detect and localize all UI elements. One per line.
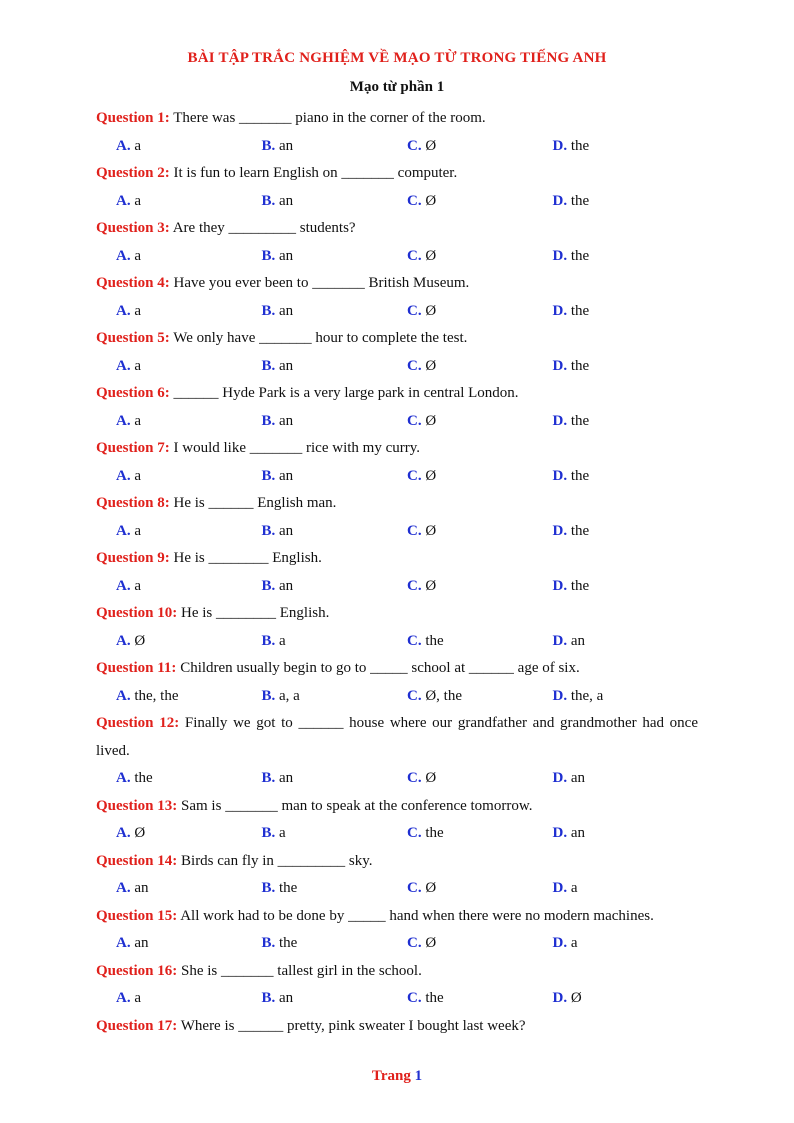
answer-options (96, 820, 698, 848)
answer-option[interactable] (407, 408, 553, 436)
option-value: Ø (425, 467, 437, 484)
answer-option[interactable] (116, 188, 262, 216)
option-value: a (134, 412, 142, 429)
answer-option[interactable] (116, 573, 262, 601)
question-block (96, 270, 698, 325)
option-value: a (134, 522, 142, 539)
answer-options (96, 463, 698, 491)
answer-option[interactable] (116, 628, 262, 656)
option-letter: C. (407, 137, 422, 154)
answer-option[interactable] (553, 133, 699, 161)
answer-option[interactable] (116, 133, 262, 161)
answer-option[interactable] (407, 985, 553, 1013)
question-block (96, 435, 698, 490)
option-letter: A. (116, 632, 131, 649)
footer-page-number: 1 (414, 1068, 423, 1084)
option-letter: A. (116, 467, 131, 484)
question-block (96, 655, 698, 710)
question-number: Question 16: (96, 962, 178, 979)
question-stem: There was _______ piano in the corner of the room. (173, 110, 486, 126)
question-block (96, 325, 698, 380)
option-value: a (134, 467, 142, 484)
option-letter: D. (552, 770, 568, 786)
answer-options (96, 133, 698, 161)
answer-option[interactable] (553, 353, 699, 381)
answer-option[interactable] (407, 628, 553, 656)
option-value: the (570, 247, 590, 264)
option-value: an (570, 825, 586, 841)
question-block (96, 490, 698, 545)
answer-option[interactable] (116, 930, 262, 958)
option-value: an (570, 770, 586, 786)
answer-option[interactable] (116, 463, 262, 491)
question-text (96, 1013, 698, 1041)
answer-option[interactable] (116, 820, 262, 848)
option-letter: B. (261, 770, 276, 786)
option-value: an (134, 935, 149, 951)
answer-option[interactable] (553, 573, 699, 601)
answer-options (96, 985, 698, 1013)
option-letter: D. (552, 687, 568, 704)
option-letter: A. (116, 770, 131, 786)
question-number: Question 4: (96, 275, 170, 291)
question-stem: Have you ever been to _______ British Museum. (173, 275, 470, 291)
answer-option[interactable] (116, 243, 262, 271)
option-value: a (570, 880, 578, 896)
answer-options (96, 243, 698, 271)
answer-option[interactable] (116, 765, 262, 793)
question-number: Question 3: (96, 220, 170, 236)
option-value: Ø (425, 412, 437, 429)
option-letter: B. (261, 990, 276, 1006)
option-letter: C. (407, 632, 422, 649)
option-value: the (134, 770, 153, 786)
option-letter: B. (261, 412, 276, 429)
option-letter: B. (261, 357, 276, 374)
answer-options (96, 628, 698, 656)
answer-option[interactable] (553, 985, 699, 1013)
option-value: an (279, 770, 294, 786)
answer-option[interactable] (116, 353, 262, 381)
option-letter: B. (261, 192, 276, 209)
option-value: the (570, 522, 590, 539)
option-letter: C. (407, 935, 422, 951)
option-letter: A. (116, 990, 131, 1006)
answer-option[interactable] (407, 875, 553, 903)
option-value: Ø (425, 357, 437, 374)
answer-option[interactable] (262, 820, 408, 848)
answer-option[interactable] (553, 188, 699, 216)
page-title: BÀI TẬP TRẮC NGHIỆM VỀ MẠO TỪ TRONG TIẾNG ANH (187, 50, 607, 66)
question-stem: She is _______ tallest girl in the school. (181, 962, 422, 979)
option-letter: C. (407, 467, 422, 484)
answer-options (96, 930, 698, 958)
question-text (96, 793, 698, 821)
option-letter: C. (407, 577, 422, 594)
question-stem: Where is ______ pretty, pink sweater I bought last week? (180, 1017, 526, 1034)
answer-options (96, 353, 698, 381)
answer-option[interactable] (262, 930, 408, 958)
question-block (96, 793, 698, 848)
option-letter: B. (261, 467, 276, 484)
answer-option[interactable] (407, 765, 553, 793)
question-list (96, 105, 698, 1040)
option-letter: D. (552, 632, 568, 649)
option-value: a (134, 247, 142, 264)
answer-option[interactable] (116, 683, 262, 711)
answer-option[interactable] (262, 133, 408, 161)
question-stem: Are they _________ students? (172, 220, 356, 236)
answer-option[interactable] (262, 408, 408, 436)
answer-option[interactable] (262, 765, 408, 793)
option-value: Ø (425, 522, 437, 539)
option-letter: B. (261, 632, 276, 649)
answer-option[interactable] (407, 133, 553, 161)
option-value: an (279, 577, 294, 594)
option-letter: A. (116, 357, 131, 374)
option-value: Ø (425, 770, 437, 786)
option-letter: D. (552, 935, 568, 951)
question-block (96, 105, 698, 160)
answer-option[interactable] (553, 408, 699, 436)
footer-page-label: Trang (371, 1068, 411, 1084)
option-letter: B. (261, 302, 276, 319)
option-value: an (279, 137, 294, 154)
question-number: Question 8: (96, 495, 170, 511)
answer-option[interactable] (553, 628, 699, 656)
option-value: an (279, 522, 294, 539)
question-block (96, 958, 698, 1013)
option-value: the (279, 880, 298, 896)
answer-option[interactable] (407, 298, 553, 326)
question-number: Question 15: (96, 907, 178, 924)
question-text (96, 160, 698, 188)
option-value: Ø (425, 192, 437, 209)
option-letter: C. (407, 302, 422, 319)
question-text (96, 490, 698, 518)
answer-option[interactable] (553, 683, 699, 711)
option-value: a (134, 192, 142, 209)
question-block (96, 903, 698, 958)
option-value: the (570, 192, 590, 209)
option-letter: B. (261, 137, 276, 154)
option-value: an (279, 357, 294, 374)
question-text (96, 215, 698, 243)
answer-options (96, 683, 698, 711)
question-number: Question 14: (96, 852, 178, 869)
option-letter: C. (407, 990, 422, 1006)
question-stem: We only have _______ hour to complete the test. (173, 330, 468, 346)
option-value: a, a (279, 687, 300, 704)
option-letter: D. (552, 990, 568, 1006)
answer-option[interactable] (116, 298, 262, 326)
answer-option[interactable] (553, 930, 699, 958)
option-value: the (570, 412, 590, 429)
option-value: an (570, 632, 586, 649)
option-value: an (279, 412, 294, 429)
question-number: Question 9: (96, 550, 170, 566)
answer-option[interactable] (262, 875, 408, 903)
page-subtitle: Mạo từ phần 1 (349, 79, 445, 95)
question-block (96, 1013, 698, 1041)
question-stem: Children usually begin to go to _____ school at ______ age of six. (180, 660, 580, 676)
option-value: an (279, 247, 294, 264)
option-value: Ø, the (425, 687, 463, 704)
option-letter: A. (116, 137, 131, 154)
option-letter: B. (261, 247, 276, 264)
option-letter: B. (261, 880, 276, 896)
option-letter: B. (261, 935, 276, 951)
option-letter: D. (552, 247, 568, 264)
option-letter: D. (552, 192, 568, 209)
question-number: Question 12: (96, 715, 180, 731)
option-letter: C. (407, 825, 422, 841)
answer-option[interactable] (407, 353, 553, 381)
option-letter: A. (116, 825, 131, 841)
option-letter: C. (407, 770, 422, 786)
answer-option[interactable] (116, 875, 262, 903)
option-value: the, the (134, 687, 179, 704)
question-text (96, 958, 698, 986)
option-value: Ø (425, 935, 437, 951)
option-letter: D. (552, 577, 568, 594)
answer-option[interactable] (553, 820, 699, 848)
option-value: the (425, 632, 444, 649)
question-stem: He is ________ English. (173, 550, 322, 566)
option-value: the (570, 467, 590, 484)
answer-option[interactable] (553, 765, 699, 793)
answer-option[interactable] (262, 298, 408, 326)
option-value: Ø (134, 825, 146, 841)
answer-options (96, 875, 698, 903)
question-text (96, 105, 698, 133)
answer-options (96, 188, 698, 216)
question-stem: All work had to be done by _____ hand when there were no modern machines. (180, 907, 654, 924)
option-value: an (279, 990, 294, 1006)
option-value: a (134, 302, 142, 319)
option-value: an (279, 467, 294, 484)
question-stem: Birds can fly in _________ sky. (181, 852, 373, 869)
option-letter: A. (116, 247, 131, 264)
option-letter: A. (116, 412, 131, 429)
option-value: the (570, 137, 590, 154)
answer-option[interactable] (407, 518, 553, 546)
option-value: the (425, 990, 444, 1006)
option-value: Ø (425, 880, 437, 896)
option-letter: A. (116, 935, 131, 951)
answer-option[interactable] (262, 353, 408, 381)
answer-option[interactable] (553, 518, 699, 546)
question-stem: I would like _______ rice with my curry. (173, 440, 420, 456)
answer-options (96, 518, 698, 546)
question-text (96, 380, 698, 408)
option-letter: D. (552, 467, 568, 484)
answer-option[interactable] (553, 875, 699, 903)
option-letter: C. (407, 357, 422, 374)
option-value: a (134, 137, 142, 154)
question-stem: ______ Hyde Park is a very large park in central London. (173, 385, 519, 401)
answer-option[interactable] (407, 683, 553, 711)
question-block (96, 600, 698, 655)
answer-option[interactable] (553, 463, 699, 491)
question-text (96, 435, 698, 463)
question-block (96, 545, 698, 600)
option-letter: C. (407, 687, 422, 704)
question-number: Question 7: (96, 440, 170, 456)
answer-option[interactable] (407, 243, 553, 271)
answer-option[interactable] (407, 820, 553, 848)
answer-option[interactable] (262, 463, 408, 491)
option-value: Ø (570, 990, 582, 1006)
option-value: a (279, 632, 286, 649)
question-block (96, 160, 698, 215)
option-value: a (134, 577, 142, 594)
answer-option[interactable] (407, 930, 553, 958)
answer-option[interactable] (262, 573, 408, 601)
option-letter: A. (116, 192, 131, 209)
answer-option[interactable] (262, 243, 408, 271)
question-text (96, 545, 698, 573)
question-number: Question 6: (96, 385, 170, 401)
answer-option[interactable] (116, 408, 262, 436)
page-footer (0, 1068, 794, 1085)
question-text (96, 600, 698, 628)
option-letter: D. (552, 522, 568, 539)
question-number: Question 10: (96, 605, 178, 621)
option-value: Ø (425, 247, 437, 264)
question-text (96, 325, 698, 353)
option-value: an (279, 192, 294, 209)
option-value: Ø (425, 302, 437, 319)
option-letter: B. (261, 577, 276, 594)
option-value: a (570, 935, 578, 951)
answer-options (96, 573, 698, 601)
option-letter: D. (552, 412, 568, 429)
option-value: the (279, 935, 298, 951)
question-stem: He is ________ English. (181, 605, 330, 621)
question-text (96, 270, 698, 298)
question-number: Question 1: (96, 110, 170, 126)
option-letter: A. (116, 302, 131, 319)
option-value: the (570, 357, 590, 374)
question-block (96, 380, 698, 435)
question-number: Question 11: (96, 660, 177, 676)
question-number: Question 17: (96, 1017, 178, 1034)
question-block (96, 848, 698, 903)
option-value: a (134, 357, 142, 374)
option-letter: B. (261, 825, 276, 841)
question-stem: Sam is _______ man to speak at the conference tomorrow. (181, 797, 533, 814)
question-text (96, 710, 698, 765)
option-letter: A. (116, 687, 131, 704)
question-number: Question 13: (96, 797, 178, 814)
answer-options (96, 408, 698, 436)
option-letter: A. (116, 522, 131, 539)
answer-option[interactable] (116, 518, 262, 546)
answer-option[interactable] (553, 298, 699, 326)
question-number: Question 2: (96, 165, 170, 181)
option-letter: C. (407, 880, 422, 896)
option-letter: A. (116, 577, 131, 594)
answer-option[interactable] (262, 683, 408, 711)
answer-option[interactable] (262, 628, 408, 656)
option-letter: B. (261, 522, 276, 539)
answer-option[interactable] (553, 243, 699, 271)
option-letter: A. (116, 880, 131, 896)
answer-option[interactable] (407, 463, 553, 491)
option-value: the (570, 302, 590, 319)
option-letter: C. (407, 192, 422, 209)
answer-options (96, 765, 698, 793)
question-block (96, 710, 698, 793)
option-letter: D. (552, 357, 568, 374)
question-stem: Finally we got to ______ house where our grandfather and grandmother had once lived. (96, 715, 698, 759)
option-value: Ø (134, 632, 146, 649)
answer-option[interactable] (116, 985, 262, 1013)
question-text (96, 655, 698, 683)
question-stem: He is ______ English man. (173, 495, 337, 511)
option-value: an (134, 880, 149, 896)
answer-option[interactable] (262, 985, 408, 1013)
option-value: Ø (425, 137, 437, 154)
option-letter: D. (552, 825, 568, 841)
answer-option[interactable] (262, 188, 408, 216)
option-value: an (279, 302, 294, 319)
option-value: the, a (570, 687, 604, 704)
option-letter: C. (407, 247, 422, 264)
option-value: Ø (425, 577, 437, 594)
option-value: a (279, 825, 286, 841)
question-text (96, 903, 698, 931)
option-value: the (570, 577, 590, 594)
question-stem: It is fun to learn English on _______ computer. (173, 165, 458, 181)
answer-option[interactable] (407, 188, 553, 216)
option-letter: B. (261, 687, 276, 704)
question-number: Question 5: (96, 330, 170, 346)
option-value: the (425, 825, 444, 841)
answer-option[interactable] (407, 573, 553, 601)
question-text (96, 848, 698, 876)
option-letter: D. (552, 302, 568, 319)
answer-options (96, 298, 698, 326)
option-value: a (134, 990, 142, 1006)
answer-option[interactable] (262, 518, 408, 546)
option-letter: C. (407, 522, 422, 539)
option-letter: C. (407, 412, 422, 429)
option-letter: D. (552, 137, 568, 154)
option-letter: D. (552, 880, 568, 896)
question-block (96, 215, 698, 270)
